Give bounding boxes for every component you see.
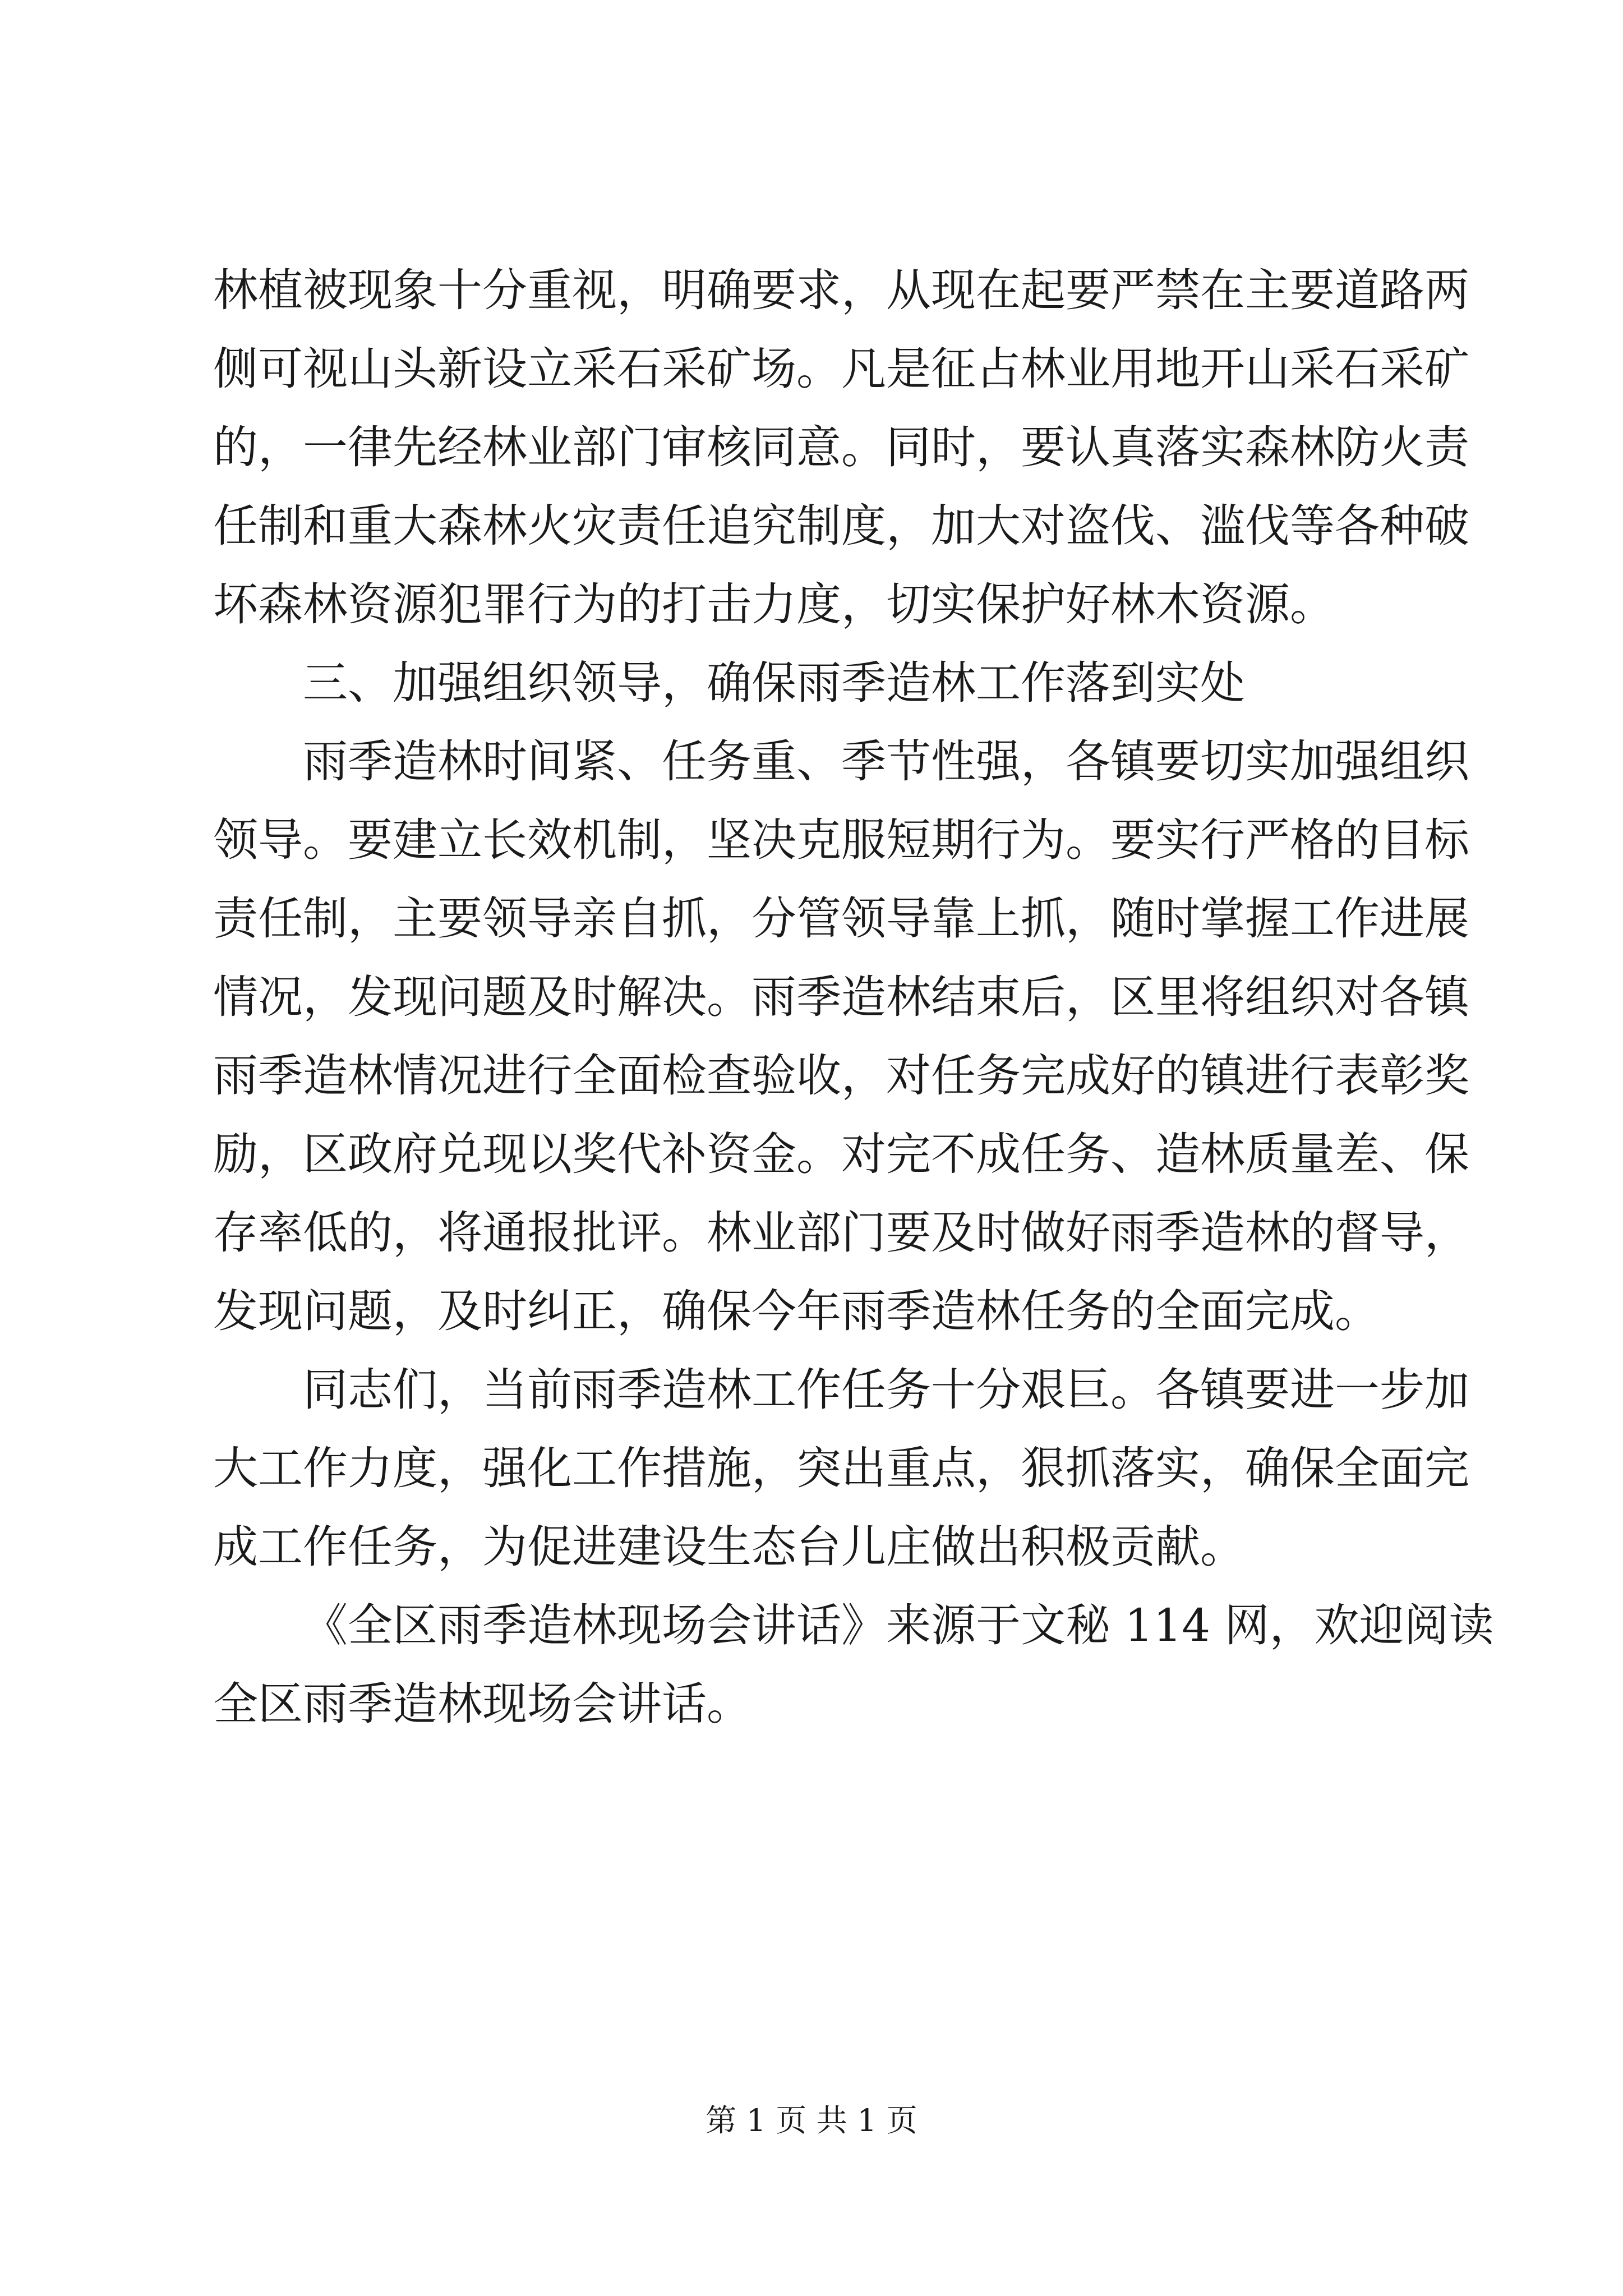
body-line: 坏森林资源犯罪行为的打击力度，切实保护好林木资源。 xyxy=(213,578,1335,631)
body-line: 发现问题，及时纠正，确保今年雨季造林任务的全面完成。 xyxy=(213,1285,1380,1337)
body-line: 励，区政府兑现以奖代补资金。对完不成任务、造林质量差、保 xyxy=(213,1128,1469,1180)
body-line: 雨季造林时间紧、任务重、季节性强，各镇要切实加强组织 xyxy=(303,735,1469,788)
section-heading: 三、加强组织领导，确保雨季造林工作落到实处 xyxy=(303,657,1245,709)
body-line: 成工作任务，为促进建设生态台儿庄做出积极贡献。 xyxy=(213,1521,1245,1573)
page-number-footer: 第 1 页 共 1 页 xyxy=(706,2102,917,2138)
body-line: 雨季造林情况进行全面检查验收，对任务完成好的镇进行表彰奖 xyxy=(213,1050,1469,1102)
body-line: 的，一律先经林业部门审核同意。同时，要认真落实森林防火责 xyxy=(213,421,1469,473)
body-line: 全区雨季造林现场会讲话。 xyxy=(213,1678,751,1730)
body-line: 情况，发现问题及时解决。雨季造林结束后，区里将组织对各镇 xyxy=(213,971,1469,1023)
body-line: 同志们，当前雨季造林工作任务十分艰巨。各镇要进一步加 xyxy=(303,1364,1469,1416)
body-line: 任制和重大森林火灾责任追究制度，加大对盗伐、滥伐等各种破 xyxy=(213,500,1469,552)
body-line: 责任制，主要领导亲自抓，分管领导靠上抓，随时掌握工作进展 xyxy=(213,892,1469,945)
body-line: 存率低的，将通报批评。林业部门要及时做好雨季造林的督导， xyxy=(213,1207,1469,1259)
body-line: 《全区雨季造林现场会讲话》来源于文秘 114 网，欢迎阅读 xyxy=(303,1599,1494,1651)
body-line: 侧可视山头新设立采石采矿场。凡是征占林业用地开山采石采矿 xyxy=(213,343,1469,395)
body-line: 林植被现象十分重视，明确要求，从现在起要严禁在主要道路两 xyxy=(213,264,1469,316)
body-line: 领导。要建立长效机制，坚决克服短期行为。要实行严格的目标 xyxy=(213,814,1469,866)
body-line: 大工作力度，强化工作措施，突出重点，狠抓落实，确保全面完 xyxy=(213,1442,1469,1494)
